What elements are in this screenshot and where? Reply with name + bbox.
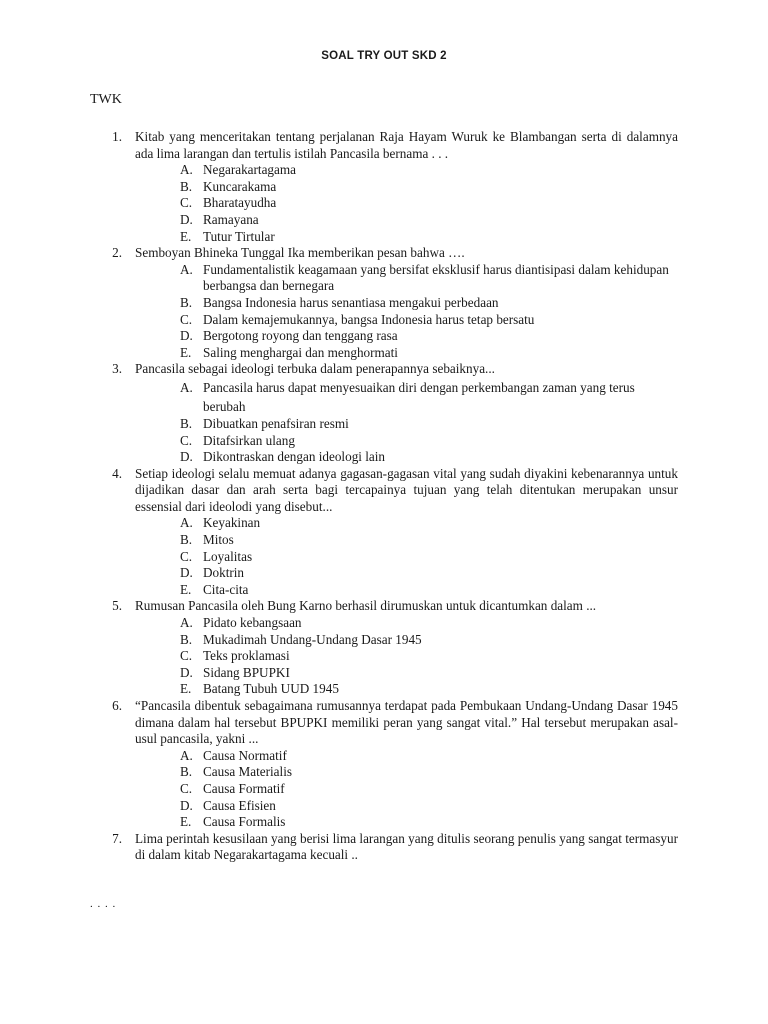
answer-option [180,681,678,698]
option-letter: D. [180,565,193,581]
option-text: Doktrin [203,565,245,581]
answer-option [180,416,678,433]
option-text: Sidang BPUPKI [203,664,290,680]
option-letter: B. [180,532,193,548]
option-letter: C. [180,432,193,448]
option-text: Dikontraskan dengan ideologi lain [203,449,386,465]
answer-option [180,764,678,781]
question-item [108,245,678,361]
answer-option [180,345,678,362]
question-number: 5. [112,598,122,614]
answer-option [180,378,678,416]
option-text: Cita-cita [203,581,249,597]
answer-option [180,229,678,246]
option-letter: B. [180,415,193,431]
answer-option [180,212,678,229]
option-letter: E. [180,581,192,597]
option-list [135,162,678,245]
question-text: Pancasila sebagai ideologi terbuka dalam penerapannya sebaiknya... [135,361,495,377]
question-text: Kitab yang menceritakan tentang perjalanan Raja Hayam Wuruk ke Blambangan serta di dalamnya ada lima larangan dan tertulis istilah Pancasila bernama . . . [135,129,678,161]
option-letter: A. [180,515,193,531]
question-text: Setiap ideologi selalu memuat adanya gagasan-gagasan vital yang sudah diyakini kebenarannya untuk dijadikan dasar dan arah serta bagi tercapainya tujuan yang telah ditentukan merupakan unsur essensial dari ideolodi yang disebut... [135,465,678,514]
option-letter: C. [180,311,193,327]
option-text: Bharatayudha [203,195,277,211]
option-list [135,748,678,831]
option-letter: E. [180,814,192,830]
question-number: 7. [112,830,122,846]
option-list [135,615,678,698]
option-text: Causa Materialis [203,764,292,780]
option-text: Negarakartagama [203,162,296,178]
option-text: Causa Formatif [203,780,285,796]
option-text: Causa Efisien [203,797,276,813]
question-number: 6. [112,698,122,713]
option-text: Pancasila harus dapat menyesuaikan diri dengan perkembangan zaman yang terus berubah [203,379,635,414]
option-letter: A. [180,615,193,631]
option-text: Dalam kemajemukannya, bangsa Indonesia harus tetap bersatu [203,311,535,327]
option-text: Saling menghargai dan menghormati [203,344,398,360]
answer-option [180,195,678,212]
question-number: 2. [112,245,122,261]
answer-option [180,582,678,599]
question-number: 1. [112,129,122,144]
option-letter: C. [180,780,193,796]
question-item [108,831,678,864]
option-text: Ramayana [203,211,259,227]
answer-option [180,665,678,682]
option-text: Teks proklamasi [203,648,290,664]
document-title: SOAL TRY OUT SKD 2 [321,50,447,62]
option-list [135,378,678,466]
option-letter: B. [180,178,193,194]
question-text: “Pancasila dibentuk sebagaimana rumusannya terdapat pada Pembukaan Undang-Undang Dasar 1945 dimana dalam hal tersebut BPUPKI memiliki peran yang sangat vital.” Hal tersebut merupakan asal- usul pancasila, yakni ... [135,698,678,747]
answer-option [180,814,678,831]
option-letter: D. [180,328,193,344]
question-number: 3. [112,361,122,377]
option-list [135,262,678,362]
option-letter: B. [180,631,193,647]
answer-option [180,262,678,295]
answer-option [180,632,678,649]
option-letter: A. [180,747,193,763]
question-item [108,698,678,831]
option-letter: D. [180,211,193,227]
question-item [108,598,678,698]
answer-option [180,781,678,798]
option-letter: E. [180,681,192,697]
option-letter: A. [180,379,193,395]
answer-option [180,798,678,815]
section-label: TWK [90,92,122,107]
question-text: Rumusan Pancasila oleh Bung Karno berhasil dirumuskan untuk dicantumkan dalam ... [135,598,597,614]
answer-option [180,615,678,632]
option-text: Loyalitas [203,548,253,564]
option-letter: E. [180,344,192,360]
option-text: Causa Normatif [203,747,287,763]
option-text: Tutur Tirtular [203,228,275,244]
option-text: Batang Tubuh UUD 1945 [203,681,339,697]
option-letter: C. [180,195,193,211]
answer-option [180,449,678,466]
option-letter: D. [180,449,193,465]
option-letter: D. [180,664,193,680]
question-text: Lima perintah kesusilaan yang berisi lima larangan yang ditulis seorang penulis yang sangat termasyur di dalam kitab Negarakartagama kecuali .. [135,830,678,863]
question-list [108,129,678,864]
answer-option [180,295,678,312]
option-list [135,515,678,598]
answer-option [180,748,678,765]
option-letter: A. [180,162,193,178]
question-number: 4. [112,465,122,481]
option-text: Causa Formalis [203,814,286,830]
question-item [108,361,678,465]
option-letter: B. [180,294,193,310]
answer-option [180,565,678,582]
answer-option [180,312,678,329]
question-item [108,129,678,245]
answer-option [180,515,678,532]
option-text: Dibuatkan penafsiran resmi [203,415,349,431]
option-text: Ditafsirkan ulang [203,432,295,448]
answer-option [180,433,678,450]
option-letter: C. [180,548,193,564]
option-letter: E. [180,228,192,244]
option-text: Bangsa Indonesia harus senantiasa mengakui perbedaan [203,294,499,310]
option-text: Keyakinan [203,515,261,531]
answer-option [180,328,678,345]
option-text: Fundamentalistik keagamaan yang bersifat eksklusif harus diantisipasi dalam kehidupan berbangsa dan bernegara [203,261,669,294]
option-letter: B. [180,764,193,780]
answer-option [180,162,678,179]
question-text: Semboyan Bhineka Tunggal Ika memberikan pesan bahwa …. [135,245,465,261]
option-letter: D. [180,797,193,813]
option-text: Mukadimah Undang-Undang Dasar 1945 [203,631,422,647]
continuation-dots: . . . . [90,898,117,910]
option-letter: A. [180,261,193,277]
option-text: Pidato kebangsaan [203,615,302,631]
option-text: Mitos [203,532,234,548]
answer-option [180,648,678,665]
option-text: Kuncarakama [203,178,277,194]
question-item [108,466,678,599]
option-letter: C. [180,648,193,664]
option-text: Bergotong royong dan tenggang rasa [203,328,398,344]
answer-option [180,532,678,549]
answer-option [180,179,678,196]
answer-option [180,549,678,566]
